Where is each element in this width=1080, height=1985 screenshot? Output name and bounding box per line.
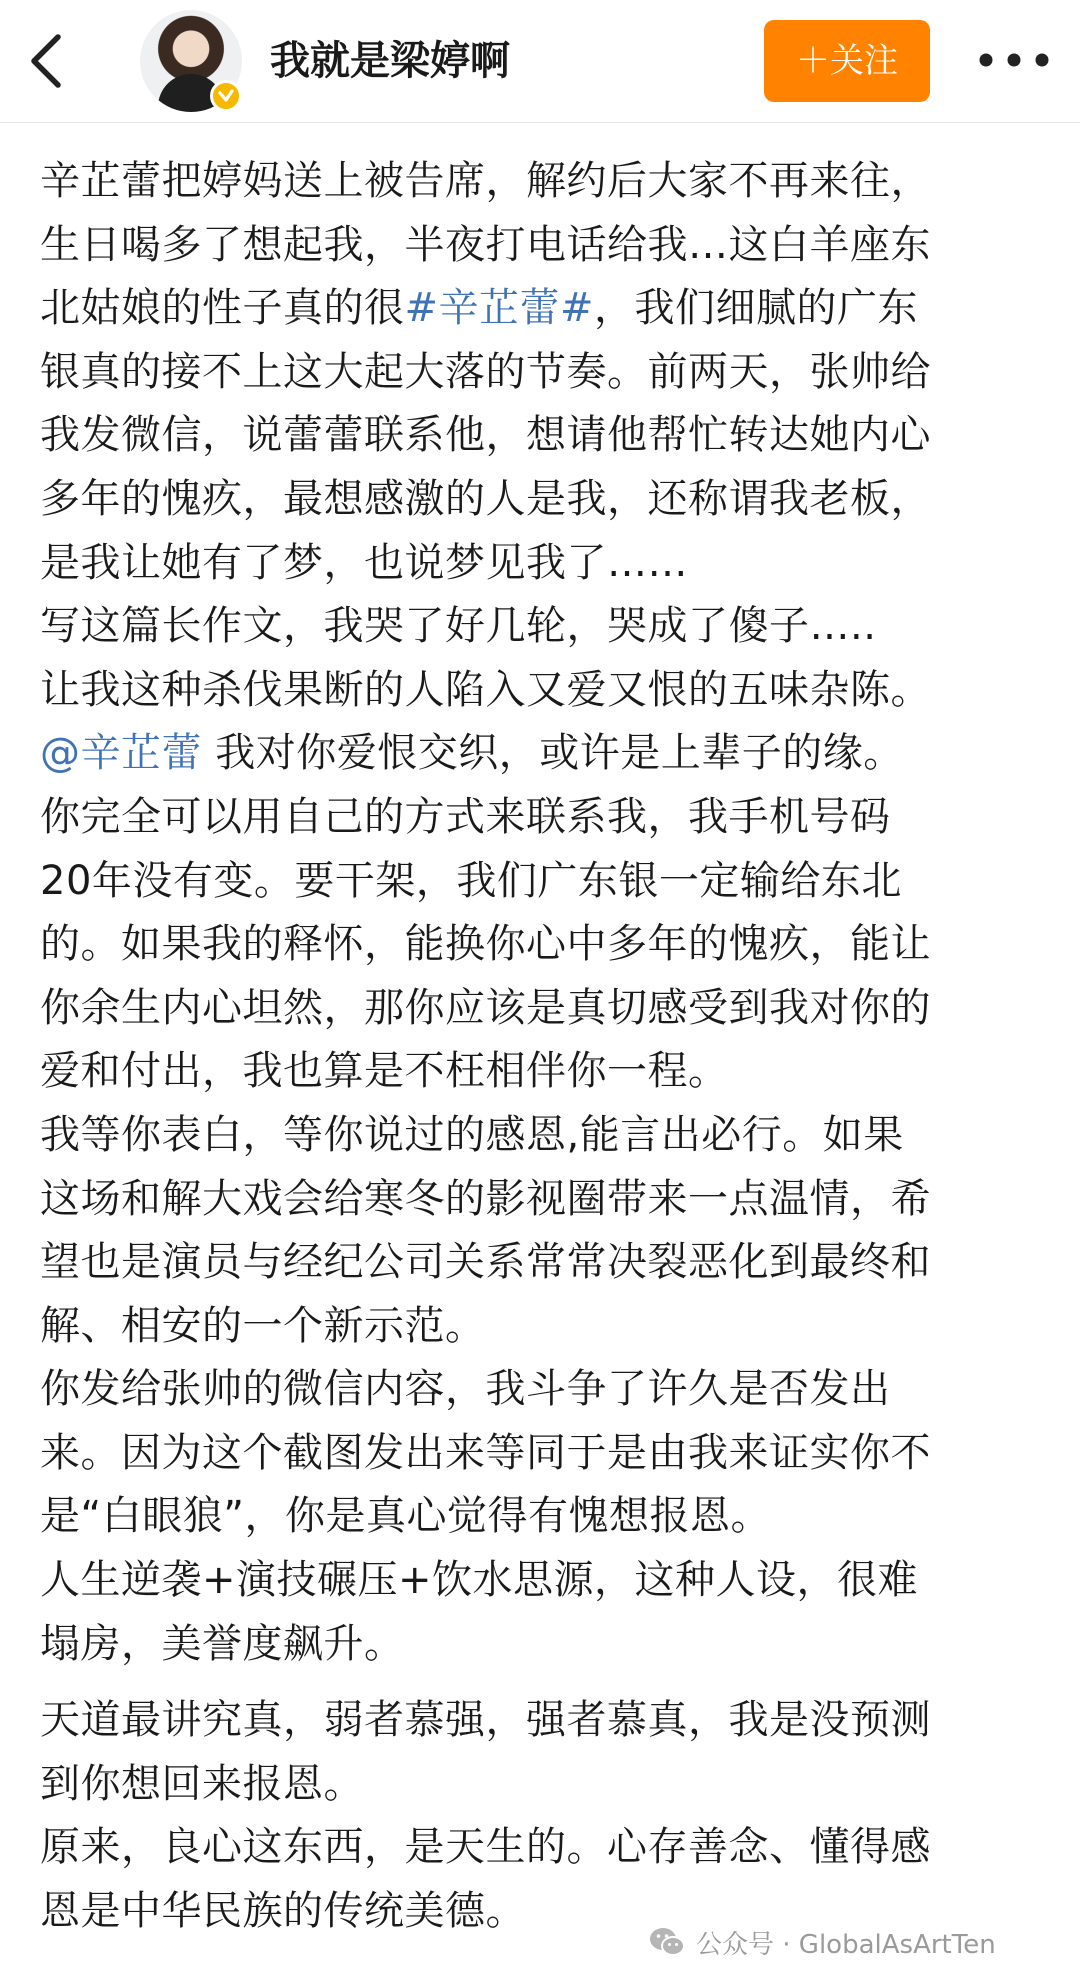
- post-text: 我对你爱恨交织，或许是上辈子的缘。: [202, 730, 904, 777]
- post-text: 北姑娘的性子真的很: [40, 285, 405, 332]
- post-line: 你余生内心坦然，那你应该是真切感受到我对你的: [40, 984, 931, 1031]
- post-line: 来。因为这个截图发出来等同于是由我来证实你不: [40, 1429, 931, 1476]
- post-line: 望也是演员与经纪公司关系常常决裂恶化到最终和: [40, 1239, 931, 1286]
- mention-link[interactable]: @辛芷蕾: [40, 730, 202, 777]
- post-line: 写这篇长作文，我哭了好几轮，哭成了傻子…..: [40, 603, 877, 650]
- post-line: 这场和解大戏会给寒冬的影视圈带来一点温情，希: [40, 1175, 931, 1222]
- more-dots-icon: [976, 42, 1052, 78]
- post-line: 原来，良心这东西，是天生的。心存善念、懂得感: [40, 1824, 931, 1871]
- post-line: 20年没有变。要干架，我们广东银一定输给东北: [40, 857, 902, 904]
- wechat-icon: [648, 1925, 686, 1959]
- verified-badge-icon: [210, 80, 242, 112]
- post-line: 你发给张帅的微信内容，我斗争了许久是否发出: [40, 1366, 891, 1413]
- post-line: 到你想回来报恩。: [40, 1760, 364, 1807]
- post-line: 你完全可以用自己的方式来联系我，我手机号码: [40, 793, 891, 840]
- post-line: 恩是中华民族的传统美德。: [40, 1888, 526, 1935]
- post-line: 天道最讲究真，弱者慕强，强者慕真，我是没预测: [40, 1697, 931, 1744]
- avatar[interactable]: [140, 10, 242, 112]
- post-line: [40, 722, 1040, 786]
- username[interactable]: 我就是梁婷啊: [270, 38, 510, 84]
- post-line: 让我这种杀伐果断的人陷入又爱又恨的五味杂陈。: [40, 666, 931, 713]
- post-line: 的。如果我的释怀，能换你心中多年的愧疚，能让: [40, 921, 931, 968]
- post-line: 塌房，美誉度飙升。: [40, 1620, 405, 1667]
- post-line: 我等你表白，等你说过的感恩,能言出必行。如果: [40, 1111, 904, 1158]
- post-line: 是我让她有了梦，也说梦见我了……: [40, 539, 688, 586]
- post-text: ，我们细腻的广东: [594, 285, 919, 332]
- watermark-text: 公众号 · GlobalAsArtTen: [696, 1929, 996, 1960]
- post-line: 是“白眼狼”，你是真心觉得有愧想报恩。: [40, 1493, 771, 1540]
- post-line: 爱和付出，我也算是不枉相伴你一程。: [40, 1048, 729, 1095]
- post-line: 辛芷蕾把婷妈送上被告席，解约后大家不再来往，: [40, 158, 931, 204]
- post-line: 解、相安的一个新示范。: [40, 1302, 486, 1349]
- post-line: 我发微信，说蕾蕾联系他，想请他帮忙转达她内心: [40, 412, 931, 459]
- hashtag-link[interactable]: #辛芷蕾#: [404, 285, 595, 332]
- post-line: [40, 277, 1040, 341]
- post-line: 人生逆袭+演技碾压+饮水思源，这种人设，很难: [40, 1557, 919, 1604]
- post-line: 银真的接不上这大起大落的节奏。前两天，张帅给: [40, 348, 931, 395]
- more-button[interactable]: [976, 42, 1052, 78]
- post-line: 多年的愧疚，最想感激的人是我，还称谓我老板，: [40, 475, 931, 522]
- watermark: [648, 1922, 996, 1962]
- post-line: 生日喝多了想起我，半夜打电话给我…这白羊座东: [40, 221, 931, 268]
- post-body: [40, 150, 1040, 1944]
- top-bar: [0, 0, 1080, 123]
- follow-button[interactable]: ＋关注: [764, 20, 930, 102]
- chevron-left-icon: [18, 25, 82, 97]
- back-button[interactable]: [18, 25, 82, 97]
